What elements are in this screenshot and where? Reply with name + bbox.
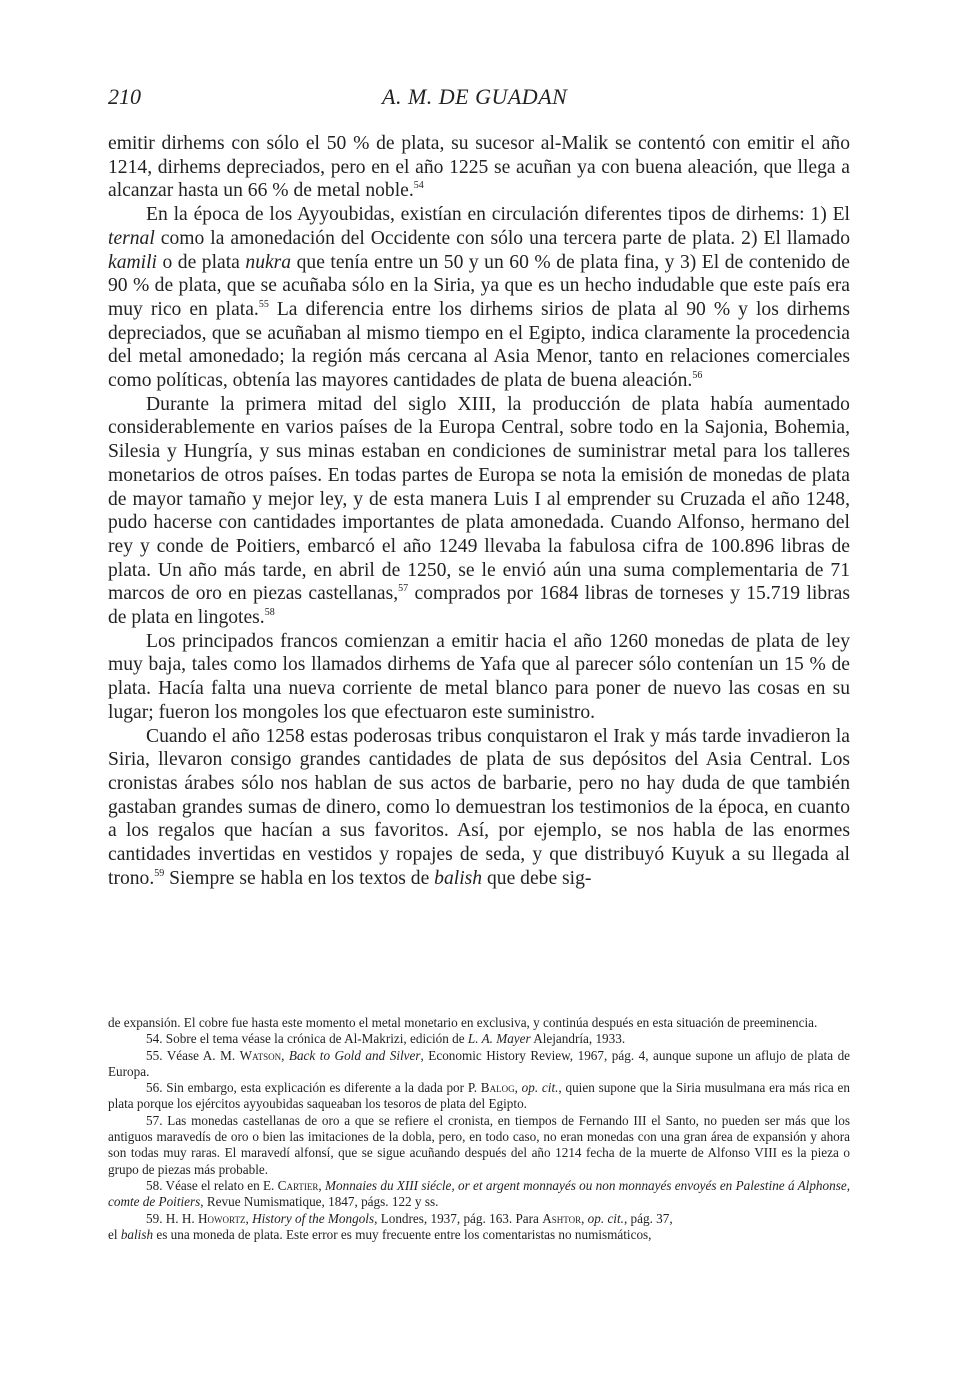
footnote-55: 55. Véase A. M. Watson, Back to Gold and Silver, Economic History Review, 1967, pág. 4, aunque supone un aflujo de plata de Europa. [108, 1047, 851, 1079]
footnote-continuation: de expansión. El cobre fue hasta este momento el metal monetario en exclusiva, y continúa después en esta situación de preeminencia. [108, 1015, 818, 1030]
footnote-ref: 54 [413, 180, 424, 192]
footnote-last-line: el balish es una moneda de plata. Este error es muy frecuente entre los comentaristas no numismáticos, [108, 1226, 652, 1242]
footnote-54: 54. Sobre el tema véase la crónica de Al-Makrizi, edición de L. A. Mayer Alejandría, 1933. [146, 1031, 626, 1047]
paragraph: En la época de los Ayyoubidas, existían en circulación diferentes tipos de dirhems: 1) El ternal como la amonedación del Occidente con sólo una tercera parte de plata. 2) El llamado kamili o de plata nukra que tenía entre un 50 y un 60 % de plata fina, y 3) El de contenido de 90 % de plata, que se acuñaba sólo en la Siria, ya que es un hecho indudable que este país era muy rico en plata.$^{55}$ La diferencia entre los dirhems sirios de plata al 90 % y los dirhems depreciados, que se acuñaban al mismo tiempo en el Egipto, indica claramente la procedencia del metal amonedado; la región más cercana al Asia Menor, tanto en relaciones comerciales como políticas, obtenía las mayores cantidades de plata de buena aleación.$^{56}$ [108, 204, 850, 392]
footnote-ref: 56 [692, 370, 703, 382]
footnote-57: 57. Las monedas castellanas de oro a que se refiere el cronista, en tiempos de Fernando III el Santo, no pueden ser más que los antiguos maravedís de oro o bien las imitaciones de la dobla, pero, en todo caso, no eran monedas con una gran área de expansión y ahora son todas muy raras. El maravedí alfonsí, que se sigue acuñando después del año 1214 fecha de la muerte de Alfonso VIII es la pieza o grupo de piezas más probable. [108, 1112, 850, 1177]
footnote-58: 58. Véase el relato en E. Cartier, Monnaies du XIII siécle, or et argent monnayés ou non monnayés envoyés en Palestine á Alphonse, comte de Poitiers, Revue Numismatique, 1847, págs. 122 y ss. [108, 1177, 850, 1210]
term: nukra [245, 251, 292, 273]
term: kamili [108, 251, 157, 273]
footnote-ref: 59 [154, 867, 165, 879]
century-numeral: XIII [457, 393, 492, 415]
page-number: 210 [108, 84, 141, 109]
paragraph: emitir dirhems con sólo el 50 % de plata, su sucesor al-Malik se contentó con emitir el año 1214, dirhems depreciados, pero en el año 1225 se acuñan ya con buena aleación, que llega a alcanzar hasta un 66 % de metal noble.$^{54}$ [108, 133, 850, 202]
footnotes [108, 1015, 850, 1243]
paragraph: Durante la primera mitad del siglo XIII, la producción de plata había aumentado considerablemente en varios países de la Europa Central, sobre todo en la Sajonia, Bohemia, Silesia y Hungría, y sus minas estaban en condiciones de suministrar metal para los talleres monetarios de otros países. En todas partes de Europa se nota la emisión de monedas de plata de mayor tamaño y mejor ley, y de esta manera Luis I al emprender su Cruzada el año 1248, pudo hacerse con cantidades importantes de plata amonedada. Cuando Alfonso, hermano del rey y conde de Poitiers, embarcó el año 1249 llevaba la fabulosa cifra de 100.896 libras de plata. Un año más tarde, en abril de 1250, se le envió aún una suma complementaria de 71 marcos de oro en piezas castellanas,$^{57}$ comprados por 1684 libras de torneses y 15.719 libras de plata en lingotes.$^{58}$ [108, 393, 850, 629]
paragraph: Cuando el año 1258 estas poderosas tribus conquistaron el Irak y más tarde invadieron la Siria, llevaron consigo grandes cantidades de plata de sus depósitos del Asia Central. Los cronistas árabes sólo nos hablan de sus actos de barbarie, pero no hay duda de que también gastaban grandes sumas de dinero, como lo demuestran los testimonios de la época, en cuanto a los regalos que hacían a sus favoritos. Así, por ejemplo, se nos habla de las enormes cantidades invertidas en vestidos y ropajes de seda, y que distribuyó Kuyuk a su llegada al trono.$^{59}$ Siempre se habla en los textos de balish que debe sig- [108, 725, 850, 889]
footnote-ref: 58 [264, 607, 275, 619]
term: balish [434, 867, 483, 889]
body-text [108, 132, 850, 891]
footnote-ref: 55 [258, 298, 269, 310]
page-header [108, 84, 850, 114]
footnote-56: 56. Sin embargo, esta explicación es diferente a la dada por P. Balog, op. cit., quien supone que la Siria musulmana era más rica en plata porque los ejércitos ayyoubidas saqueaban los tesoros de plata del Egipto. [108, 1080, 850, 1112]
running-head: A. M. DE GUADAN [382, 84, 568, 109]
paragraph: Los principados francos comienzan a emitir hacia el año 1260 monedas de plata de ley muy baja, tales como los llamados dirhems de Yafa que al parecer sólo contenían un 15 % de plata. Hacía falta una nueva corriente de metal blanco para poner de nuevo las cosas en su lugar; fueron los mongoles los que efectuaron este suministro. [108, 630, 850, 723]
term: ternal [108, 227, 155, 249]
footnote-ref: 57 [398, 583, 409, 595]
footnote-59: 59. H. H. Howortz, History of the Mongols, Londres, 1937, pág. 163. Para Ashtor, op. cit., pág. 37, [146, 1210, 673, 1226]
